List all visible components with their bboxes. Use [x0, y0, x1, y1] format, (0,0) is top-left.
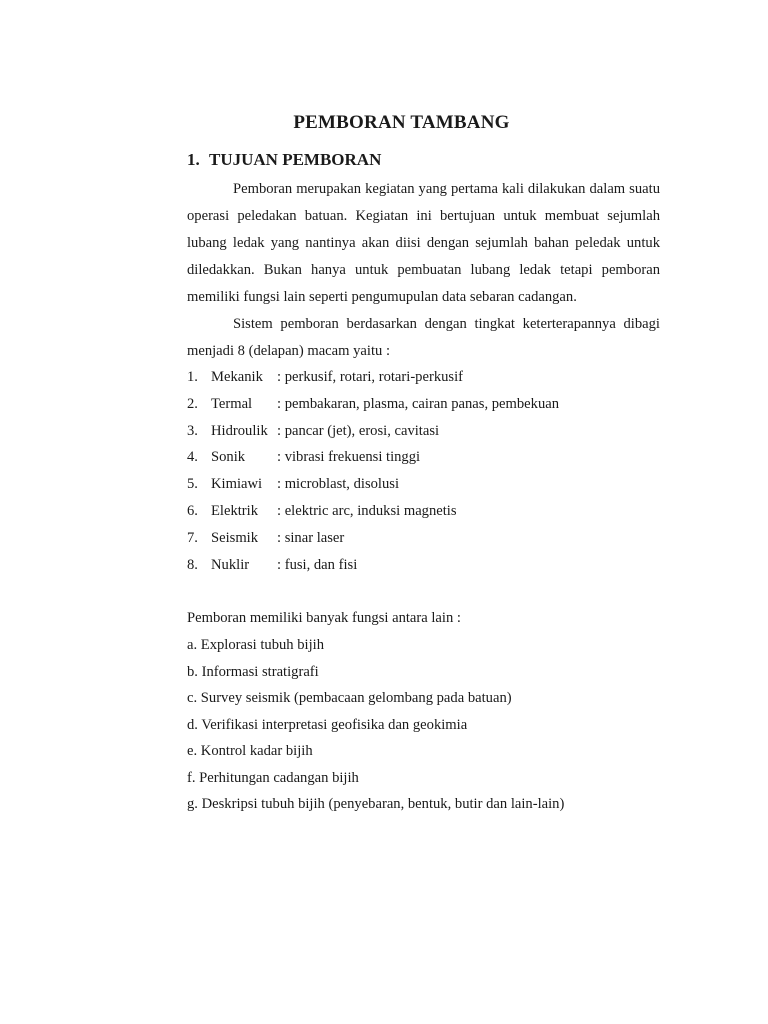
method-name: Termal — [211, 395, 253, 412]
method-number: 3. — [187, 422, 198, 439]
section-number: 1. — [187, 150, 200, 169]
function-item: f. Perhitungan cadangan bijih — [187, 769, 359, 786]
drilling-method-list — [187, 364, 667, 578]
systems-paragraph-text: Sistem pemboran berdasarkan dengan tingkat keterterapannya dibagi menjadi 8 (delapan) macam yaitu : — [187, 316, 660, 359]
method-name: Elektrik — [211, 502, 259, 519]
functions-intro: Pemboran memiliki banyak fungsi antara lain : — [187, 610, 461, 626]
method-description: : fusi, dan fisi — [277, 556, 358, 573]
method-description: : sinar laser — [277, 529, 345, 546]
method-item — [187, 418, 667, 445]
systems-paragraph — [187, 311, 660, 365]
method-item — [187, 391, 667, 418]
function-item: a. Explorasi tubuh bijih — [187, 637, 325, 653]
method-number: 2. — [187, 395, 198, 412]
method-item — [187, 444, 667, 471]
method-number: 8. — [187, 556, 198, 573]
method-number: 1. — [187, 369, 198, 385]
method-name: Hidroulik — [211, 422, 268, 439]
method-name: Kimiawi — [211, 476, 263, 493]
function-item: b. Informasi stratigrafi — [187, 663, 319, 680]
method-description: : vibrasi frekuensi tinggi — [277, 449, 421, 466]
section-title: TUJUAN PEMBORAN — [209, 150, 382, 169]
function-item: d. Verifikasi interpretasi geofisika dan geokimia — [187, 716, 468, 733]
section-heading — [187, 150, 381, 170]
method-name: Mekanik — [211, 369, 263, 385]
function-item: c. Survey seismik (pembacaan gelombang pada batuan) — [187, 690, 512, 706]
intro-paragraph-text: Pemboran merupakan kegiatan yang pertama kali dilakukan dalam suatu operasi peledakan batuan. Kegiatan ini bertujuan untuk membuat sejumlah lubang ledak yang nantinya akan diisi dengan sejumlah bahan peledak untuk diledakkan. Bukan hanya untuk pembuatan lubang ledak tetapi pemboran memiliki fungsi lain seperti pengumupulan data sebaran cadangan. — [187, 181, 660, 305]
method-description: : elektric arc, induksi magnetis — [277, 502, 457, 519]
method-name: Seismik — [211, 529, 259, 546]
method-name: Sonik — [211, 449, 246, 466]
function-item: g. Deskripsi tubuh bijih (penyebaran, bentuk, butir dan lain-lain) — [187, 796, 565, 812]
method-item — [187, 364, 667, 391]
document-title: PEMBORAN TAMBANG — [293, 112, 510, 133]
method-description: : pancar (jet), erosi, cavitasi — [277, 422, 440, 439]
function-item: e. Kontrol kadar bijih — [187, 743, 313, 759]
method-number: 5. — [187, 476, 198, 493]
method-description: : pembakaran, plasma, cairan panas, pembekuan — [277, 395, 560, 412]
method-number: 4. — [187, 449, 198, 466]
method-number: 7. — [187, 529, 198, 546]
method-description: : perkusif, rotari, rotari-perkusif — [277, 369, 464, 385]
method-name: Nuklir — [211, 556, 250, 573]
functions-list — [187, 632, 564, 818]
intro-paragraph — [187, 176, 660, 311]
method-item — [187, 471, 667, 498]
method-item — [187, 552, 667, 579]
method-description: : microblast, disolusi — [277, 476, 400, 493]
method-item — [187, 498, 667, 525]
method-item — [187, 525, 667, 552]
method-number: 6. — [187, 502, 198, 519]
